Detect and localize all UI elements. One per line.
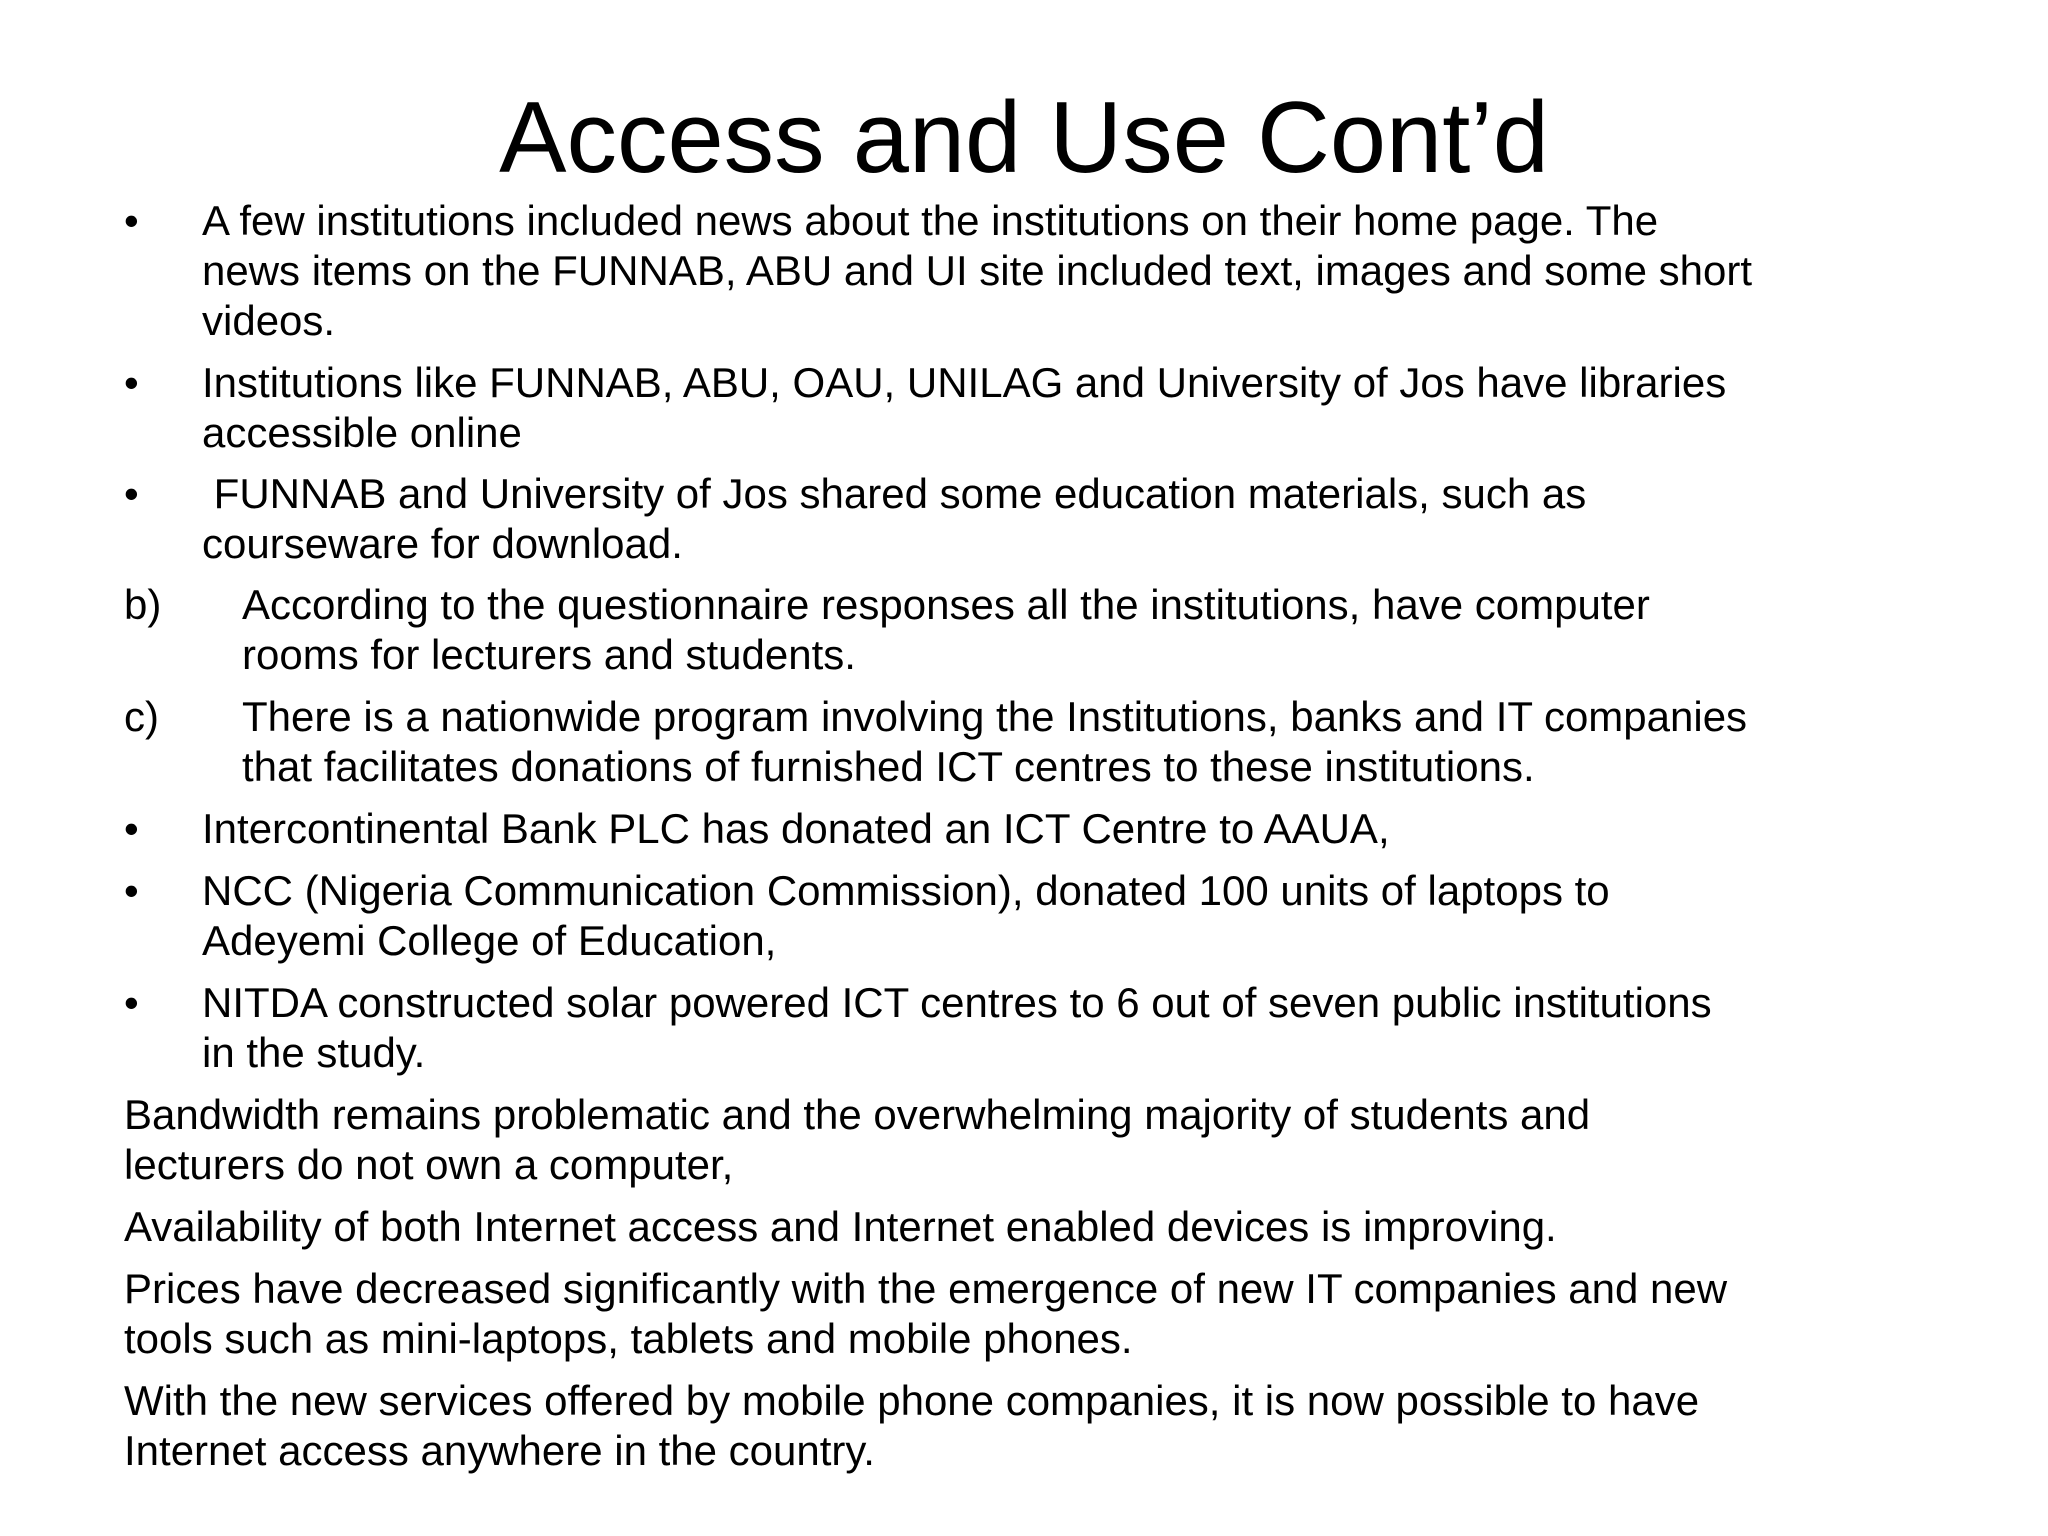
paragraph-text-line: Availability of both Internet access and Internet enabled devices is improving. xyxy=(124,1203,1557,1250)
bullet-text-line: accessible online xyxy=(202,409,522,456)
bullet-text-line: in the study. xyxy=(202,1029,426,1076)
bullet-marker: • xyxy=(124,359,139,406)
lettered-text-line: According to the questionnaire responses all the institutions, have computer xyxy=(242,581,1650,628)
bullet-marker: • xyxy=(124,197,139,244)
bullet-text-line: videos. xyxy=(202,297,336,344)
paragraph-text-line: Internet access anywhere in the country. xyxy=(124,1427,875,1474)
paragraph-text-line: Bandwidth remains problematic and the overwhelming majority of students and xyxy=(124,1091,1591,1138)
bullet-text-line: courseware for download. xyxy=(202,520,683,567)
bullet-text-line: news items on the FUNNAB, ABU and UI site included text, images and some short xyxy=(202,247,1753,294)
bullet-text-line: A few institutions included news about the institutions on their home page. The xyxy=(202,197,1659,244)
paragraph-text-line: tools such as mini-laptops, tablets and mobile phones. xyxy=(124,1315,1133,1362)
letter-marker: b) xyxy=(124,581,162,628)
paragraph-text-line: With the new services offered by mobile phone companies, it is now possible to have xyxy=(124,1377,1700,1424)
bullet-text-line: Institutions like FUNNAB, ABU, OAU, UNILAG and University of Jos have libraries xyxy=(202,359,1727,406)
bullet-text-line: Adeyemi College of Education, xyxy=(202,917,777,964)
letter-marker: c) xyxy=(124,693,159,740)
bullet-marker: • xyxy=(124,867,139,914)
paragraph-text-line: Prices have decreased significantly with the emergence of new IT companies and new xyxy=(124,1265,1728,1312)
bullet-marker: • xyxy=(124,979,139,1026)
lettered-text-line: rooms for lecturers and students. xyxy=(242,631,856,678)
slide-title: Access and Use Cont’d xyxy=(499,82,1549,194)
lettered-text-line: that facilitates donations of furnished ICT centres to these institutions. xyxy=(242,743,1535,790)
bullet-text-line: FUNNAB and University of Jos shared some education materials, such as xyxy=(202,470,1587,517)
bullet-text-line: Intercontinental Bank PLC has donated an ICT Centre to AAUA, xyxy=(202,805,1390,852)
lettered-text-line: There is a nationwide program involving the Institutions, banks and IT companies xyxy=(242,693,1748,740)
paragraph-text-line: lecturers do not own a computer, xyxy=(124,1141,734,1188)
bullet-marker: • xyxy=(124,470,139,517)
bullet-text-line: NCC (Nigeria Communication Commission), donated 100 units of laptops to xyxy=(202,867,1610,914)
bullet-marker: • xyxy=(124,805,139,852)
bullet-text-line: NITDA constructed solar powered ICT centres to 6 out of seven public institutions xyxy=(202,979,1712,1026)
